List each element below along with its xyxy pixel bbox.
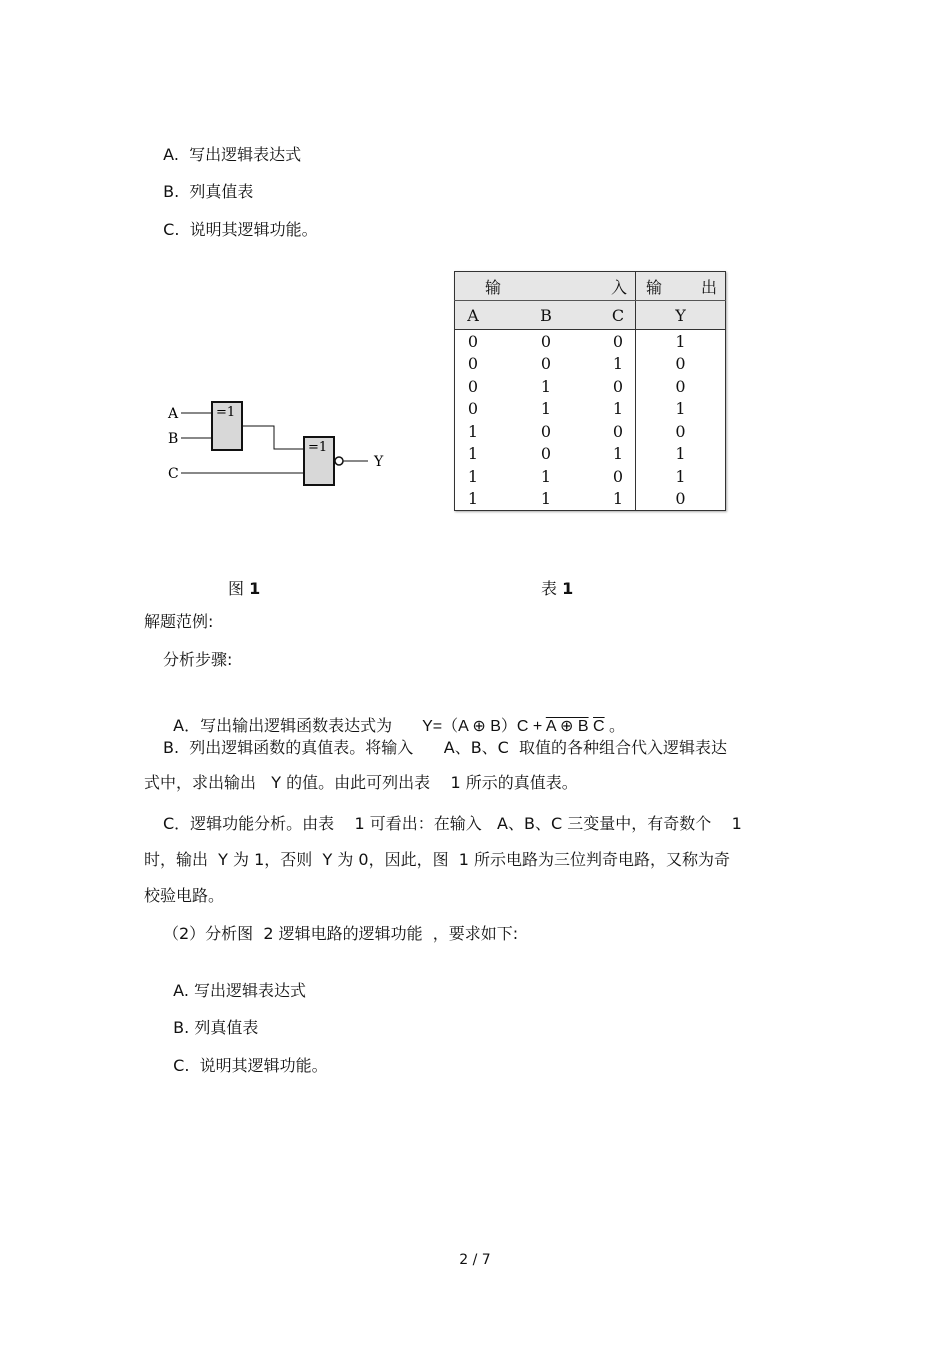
step-a-text: A．写出输出逻辑函数表达式为	[173, 716, 393, 735]
formula	[422, 718, 625, 735]
input-header	[455, 272, 636, 301]
figure-caption-num: 1	[249, 579, 261, 598]
table-cell: 1	[636, 443, 726, 466]
table-caption-word: 表	[541, 579, 558, 598]
page-number: 2 / 7	[459, 1252, 491, 1268]
step-c-line-2: 时，输出 Y 为 1，否则 Y 为 0，因此，图 1 所示电路为三位判奇电路，又称为奇	[144, 850, 731, 869]
table-header-row	[455, 272, 726, 301]
col-c: C	[601, 301, 636, 330]
table-cell: 1	[540, 466, 552, 486]
list-item-c	[153, 200, 318, 240]
truth-table	[454, 271, 726, 511]
table-cell: 0	[540, 354, 552, 374]
formula-overline-2: $\overline{C}$	[593, 718, 605, 735]
table-row	[455, 443, 726, 466]
gate2-label: =1	[308, 440, 328, 455]
table-cell: 0	[540, 331, 552, 351]
output-header-char-2: 出	[700, 277, 717, 297]
table-cell: 0	[612, 421, 624, 441]
table-cell: 0	[612, 331, 624, 351]
table-cell: 1	[636, 330, 726, 353]
question2-intro: （2）分析图 2 逻辑电路的逻辑功能 ，要求如下:	[163, 924, 519, 943]
table-cell: 1	[540, 376, 552, 396]
table-row	[455, 488, 726, 511]
table-caption	[541, 576, 573, 599]
step-a	[163, 696, 625, 737]
solution-heading: 解题范例:	[144, 612, 214, 631]
table-cell: 0	[636, 353, 726, 376]
table-cell: 1	[467, 489, 479, 509]
table-cell: 1	[612, 489, 624, 509]
list-text: 说明其逻辑功能。	[189, 220, 318, 239]
table-cell: 1	[467, 466, 479, 486]
steps-heading: 分析步骤:	[163, 650, 233, 669]
wire-gate1-out	[242, 426, 304, 449]
output-header	[636, 272, 726, 301]
table-cell: 1	[540, 489, 552, 509]
table-cell: 1	[612, 354, 624, 374]
gate1-label: =1	[216, 405, 236, 420]
table-cell: 0	[636, 375, 726, 398]
figure-caption	[228, 576, 260, 599]
question2-item-c	[163, 1036, 328, 1076]
input-b-label: B	[168, 431, 179, 447]
step-c-line-3: 校验电路。	[144, 886, 225, 905]
formula-y-eq: Y=	[422, 718, 443, 735]
list-item-a	[153, 125, 301, 165]
table-cell: 0	[540, 444, 552, 464]
list-label: C.	[163, 220, 180, 239]
table-cell: 0	[540, 421, 552, 441]
question2-item-a	[163, 961, 306, 1001]
list-text: 列真值表	[189, 182, 254, 201]
table-cell: 1	[612, 399, 624, 419]
table-cell: 0	[636, 420, 726, 443]
output-header-char-1: 输	[646, 277, 663, 297]
list-label: A.	[173, 981, 189, 1000]
input-a-label: A	[168, 406, 179, 422]
input-header-char-1: 输	[485, 277, 502, 297]
table-cell: 1	[636, 465, 726, 488]
table-row	[455, 330, 726, 353]
table-row	[455, 353, 726, 376]
table-cell: 0	[612, 466, 624, 486]
list-label: B.	[173, 1018, 190, 1037]
table-cell: 1	[467, 421, 479, 441]
table-cell: 0	[636, 488, 726, 511]
table-row	[455, 465, 726, 488]
list-text: 列真值表	[194, 1018, 259, 1037]
table-cell: 0	[467, 331, 479, 351]
table-column-row	[455, 301, 726, 330]
table-cell: 0	[467, 354, 479, 374]
list-text: 写出逻辑表达式	[189, 145, 302, 164]
list-label: B.	[163, 182, 180, 201]
circuit-diagram	[160, 395, 400, 505]
list-text: 写出逻辑表达式	[194, 981, 307, 1000]
table-cell: 1	[540, 399, 552, 419]
table-row	[455, 398, 726, 421]
step-b-line-1: B. 列出逻辑函数的真值表。将输入 A、B、C 取值的各种组合代入逻辑表达	[163, 738, 728, 757]
input-header-char-2: 入	[610, 277, 627, 297]
output-y-label: Y	[374, 454, 384, 470]
list-item-b	[153, 162, 253, 202]
list-text: 说明其逻辑功能。	[199, 1056, 328, 1075]
table-row	[455, 420, 726, 443]
step-c-line-1: C．逻辑功能分析。由表 1 可看出：在输入 A、B、C 三变量中，有奇数个 1	[163, 814, 742, 833]
col-b: B	[491, 301, 601, 330]
step-b-line-2: 式中，求出输出 Y 的值。由此可列出表 1 所示的真值表。	[144, 773, 578, 792]
inversion-bubble	[335, 457, 343, 465]
question2-item-b	[163, 998, 258, 1038]
table-cell: 1	[636, 398, 726, 421]
formula-tail: 。	[609, 718, 626, 735]
formula-overline-1: A ⊕ B	[545, 718, 589, 735]
table-caption-num: 1	[562, 579, 574, 598]
table-cell: 0	[467, 399, 479, 419]
table-cell: 0	[467, 376, 479, 396]
table-row	[455, 375, 726, 398]
table-cell: 1	[467, 444, 479, 464]
table-cell: 1	[612, 444, 624, 464]
table-cell: 0	[612, 376, 624, 396]
list-label: C.	[173, 1056, 190, 1075]
figure-caption-word: 图	[228, 579, 245, 598]
formula-part1: （A ⊕ B）C +	[442, 718, 543, 735]
col-y: Y	[636, 301, 726, 330]
col-a: A	[455, 301, 492, 330]
list-label: A.	[163, 145, 179, 164]
input-c-label: C	[168, 466, 179, 482]
